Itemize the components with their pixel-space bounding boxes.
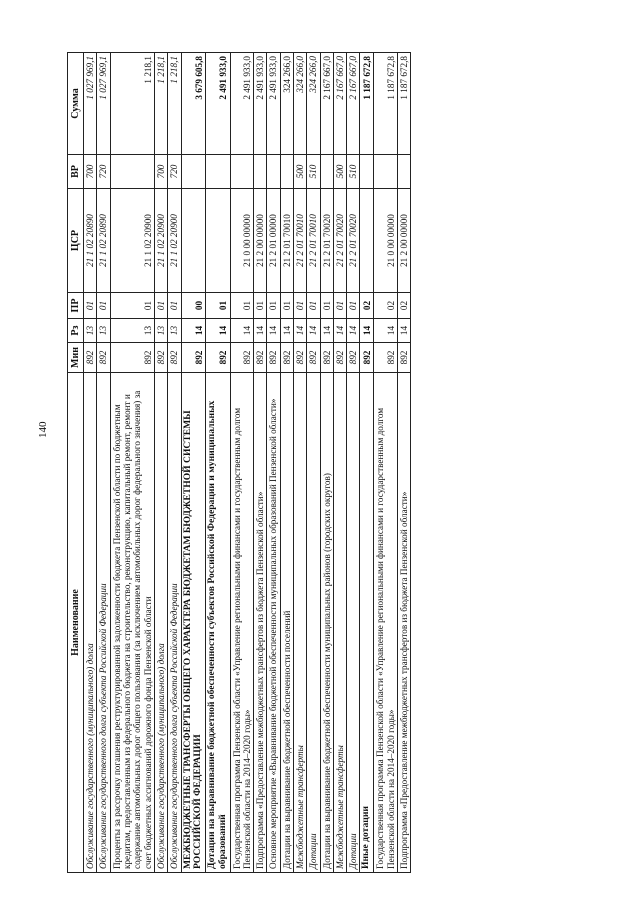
table-row: [168, 53, 181, 873]
cell-vr: [110, 155, 154, 189]
table-row: [230, 53, 254, 873]
cell-rz: 13: [154, 319, 167, 343]
cell-name: Межбюджетные трансферты: [333, 373, 346, 873]
cell-csr: 21 2 01 70020: [320, 189, 333, 293]
budget-table: [67, 52, 411, 873]
col-header-pr: ПР: [68, 293, 84, 319]
cell-sum: 1 187 672,8: [360, 53, 374, 155]
table-row: [110, 53, 154, 873]
cell-pr: 00: [181, 293, 205, 319]
cell-vr: 700: [84, 155, 97, 189]
cell-vr: 510: [347, 155, 360, 189]
cell-csr: 21 2 01 70010: [280, 189, 293, 293]
cell-sum: 1 027 969,1: [97, 53, 110, 155]
table-row: [333, 53, 346, 873]
cell-csr: 21 0 00 00000: [374, 189, 398, 293]
cell-name: Дотации: [307, 373, 320, 873]
table-row: [280, 53, 293, 873]
cell-min: 892: [307, 343, 320, 373]
cell-min: 892: [374, 343, 398, 373]
cell-csr: 21 1 02 20890: [84, 189, 97, 293]
cell-name: МЕЖБЮДЖЕТНЫЕ ТРАНСФЕРТЫ ОБЩЕГО ХАРАКТЕРА БЮДЖЕТАМ БЮДЖЕТНОЙ СИСТЕМЫ РОССИЙСКОЙ ФЕДЕРАЦИИ: [181, 373, 205, 873]
table-row: [206, 53, 230, 873]
cell-vr: [206, 155, 230, 189]
cell-sum: 1 218,1: [110, 53, 154, 155]
cell-csr: 21 1 02 20890: [97, 189, 110, 293]
table-body: [84, 53, 411, 873]
cell-sum: 2 491 933,0: [254, 53, 267, 155]
cell-rz: 14: [397, 319, 410, 343]
table-row: [267, 53, 280, 873]
cell-pr: 02: [374, 293, 398, 319]
cell-rz: 13: [110, 319, 154, 343]
table-row: [360, 53, 374, 873]
cell-pr: 01: [267, 293, 280, 319]
col-header-name: Наименование: [68, 373, 84, 873]
cell-csr: 21 2 00 00000: [254, 189, 267, 293]
cell-rz: 14: [181, 319, 205, 343]
cell-name: Основное мероприятие «Выравнивание бюджетной обеспеченности муниципальных образований Пензенской области»: [267, 373, 280, 873]
rotated-page-content: [67, 53, 597, 873]
cell-rz: 14: [374, 319, 398, 343]
cell-pr: 01: [293, 293, 306, 319]
cell-vr: 500: [293, 155, 306, 189]
cell-pr: 01: [320, 293, 333, 319]
cell-rz: 14: [280, 319, 293, 343]
cell-sum: 324 266,0: [293, 53, 306, 155]
cell-csr: 21 1 02 20900: [154, 189, 167, 293]
cell-vr: [360, 155, 374, 189]
cell-pr: 01: [307, 293, 320, 319]
cell-csr: 21 1 02 20900: [168, 189, 181, 293]
cell-csr: 21 0 00 00000: [230, 189, 254, 293]
table-row: [320, 53, 333, 873]
cell-name: Межбюджетные трансферты: [293, 373, 306, 873]
cell-pr: 01: [280, 293, 293, 319]
cell-pr: 01: [84, 293, 97, 319]
cell-min: 892: [154, 343, 167, 373]
cell-csr: 21 1 02 20900: [110, 189, 154, 293]
cell-csr: 21 2 01 70020: [347, 189, 360, 293]
cell-min: 892: [168, 343, 181, 373]
cell-sum: 324 266,0: [280, 53, 293, 155]
cell-rz: 14: [360, 319, 374, 343]
cell-csr: 21 2 01 70010: [293, 189, 306, 293]
table-row: [84, 53, 97, 873]
cell-rz: 14: [320, 319, 333, 343]
cell-name: Государственная программа Пензенской области «Управление региональными финансами и государственным долгом Пензенской области на 2014–2020 годы»: [374, 373, 398, 873]
cell-rz: 14: [267, 319, 280, 343]
cell-sum: 2 167 667,0: [347, 53, 360, 155]
cell-vr: [320, 155, 333, 189]
col-header-vr: ВР: [68, 155, 84, 189]
table-row: [97, 53, 110, 873]
cell-name: Обслуживание государственного долга субъекта Российской Федерации: [97, 373, 110, 873]
cell-pr: 01: [347, 293, 360, 319]
cell-rz: 14: [206, 319, 230, 343]
cell-vr: [397, 155, 410, 189]
cell-sum: 2 491 933,0: [230, 53, 254, 155]
cell-sum: 324 266,0: [307, 53, 320, 155]
cell-vr: 700: [154, 155, 167, 189]
cell-name: Дотации на выравнивание бюджетной обеспеченности субъектов Российской Федерации и муниципальных образований: [206, 373, 230, 873]
cell-name: Дотации на выравнивание бюджетной обеспеченности муниципальных районов (городских округов): [320, 373, 333, 873]
cell-csr: 21 2 01 70020: [333, 189, 346, 293]
cell-min: 892: [267, 343, 280, 373]
cell-pr: 01: [206, 293, 230, 319]
cell-min: 892: [360, 343, 374, 373]
cell-name: Обслуживание государственного долга субъекта Российской Федерации: [168, 373, 181, 873]
cell-name: Подпрограмма «Предоставление межбюджетных трансфертов из бюджета Пензенской области»: [397, 373, 410, 873]
cell-min: 892: [97, 343, 110, 373]
cell-name: Подпрограмма «Предоставление межбюджетных трансфертов из бюджета Пензенской области»: [254, 373, 267, 873]
cell-name: Иные дотации: [360, 373, 374, 873]
table-row: [154, 53, 167, 873]
cell-pr: 02: [397, 293, 410, 319]
cell-sum: 1 187 672,8: [374, 53, 398, 155]
table-row: [374, 53, 398, 873]
cell-vr: [254, 155, 267, 189]
cell-csr: [206, 189, 230, 293]
table-row: [397, 53, 410, 873]
cell-rz: 13: [168, 319, 181, 343]
cell-rz: 14: [230, 319, 254, 343]
cell-name: Дотации: [347, 373, 360, 873]
cell-min: 892: [320, 343, 333, 373]
cell-name: Обслуживание государственного (муниципального) долга: [84, 373, 97, 873]
cell-pr: 01: [154, 293, 167, 319]
cell-min: 892: [254, 343, 267, 373]
cell-vr: [267, 155, 280, 189]
table-row: [254, 53, 267, 873]
col-header-csr: ЦСР: [68, 189, 84, 293]
cell-pr: 01: [333, 293, 346, 319]
cell-sum: 1 027 969,1: [84, 53, 97, 155]
col-header-min: Мин: [68, 343, 84, 373]
cell-csr: 21 2 00 00000: [397, 189, 410, 293]
cell-rz: 14: [307, 319, 320, 343]
cell-rz: 13: [97, 319, 110, 343]
cell-pr: 01: [110, 293, 154, 319]
cell-min: 892: [333, 343, 346, 373]
cell-vr: 720: [168, 155, 181, 189]
cell-min: 892: [181, 343, 205, 373]
cell-rz: 14: [293, 319, 306, 343]
cell-sum: 2 167 667,0: [320, 53, 333, 155]
cell-name: Проценты за рассрочку погашения реструктурированной задолженности бюджета Пензенской области по бюджетным кредитам, предоставленным из федерального бюджета на строительство, реконструкцию, капитальный ремонт, ремонт и содержание автомобильных дорог общего пользования (за исключением автомобильных дорог федерального значения) за счет бюджетных ассигнований дорожного фонда Пензенской области: [110, 373, 154, 873]
cell-sum: 2 491 933,0: [206, 53, 230, 155]
cell-sum: 1 187 672,8: [397, 53, 410, 155]
cell-sum: 2 491 933,0: [267, 53, 280, 155]
cell-rz: 14: [333, 319, 346, 343]
cell-sum: 1 218,1: [168, 53, 181, 155]
cell-rz: 14: [254, 319, 267, 343]
cell-min: 892: [280, 343, 293, 373]
cell-name: Дотации на выравнивание бюджетной обеспеченности поселений: [280, 373, 293, 873]
cell-pr: 01: [230, 293, 254, 319]
cell-rz: 13: [84, 319, 97, 343]
table-row: [181, 53, 205, 873]
table-row: [307, 53, 320, 873]
cell-vr: [374, 155, 398, 189]
cell-vr: [280, 155, 293, 189]
cell-sum: 1 218,1: [154, 53, 167, 155]
col-header-rz: Рз: [68, 319, 84, 343]
cell-pr: 01: [97, 293, 110, 319]
cell-csr: 21 2 01 00000: [267, 189, 280, 293]
cell-pr: 02: [360, 293, 374, 319]
cell-name: Обслуживание государственного (муниципального) долга: [154, 373, 167, 873]
cell-vr: 510: [307, 155, 320, 189]
cell-csr: [360, 189, 374, 293]
cell-min: 892: [293, 343, 306, 373]
cell-sum: 3 679 605,8: [181, 53, 205, 155]
cell-pr: 01: [168, 293, 181, 319]
cell-min: 892: [347, 343, 360, 373]
cell-vr: [230, 155, 254, 189]
table-header: [68, 53, 84, 873]
cell-rz: 14: [347, 319, 360, 343]
cell-csr: 21 2 01 70010: [307, 189, 320, 293]
cell-min: 892: [110, 343, 154, 373]
cell-pr: 01: [254, 293, 267, 319]
cell-min: 892: [84, 343, 97, 373]
cell-min: 892: [397, 343, 410, 373]
page-number: 140: [37, 421, 49, 438]
cell-csr: [181, 189, 205, 293]
table-row: [347, 53, 360, 873]
cell-min: 892: [206, 343, 230, 373]
cell-vr: [181, 155, 205, 189]
cell-name: Государственная программа Пензенской области «Управление региональными финансами и государственным долгом Пензенской области на 2014–2020 годы»: [230, 373, 254, 873]
col-header-sum: Сумма: [68, 53, 84, 155]
cell-min: 892: [230, 343, 254, 373]
cell-sum: 2 167 667,0: [333, 53, 346, 155]
table-row: [293, 53, 306, 873]
cell-vr: 500: [333, 155, 346, 189]
cell-vr: 720: [97, 155, 110, 189]
